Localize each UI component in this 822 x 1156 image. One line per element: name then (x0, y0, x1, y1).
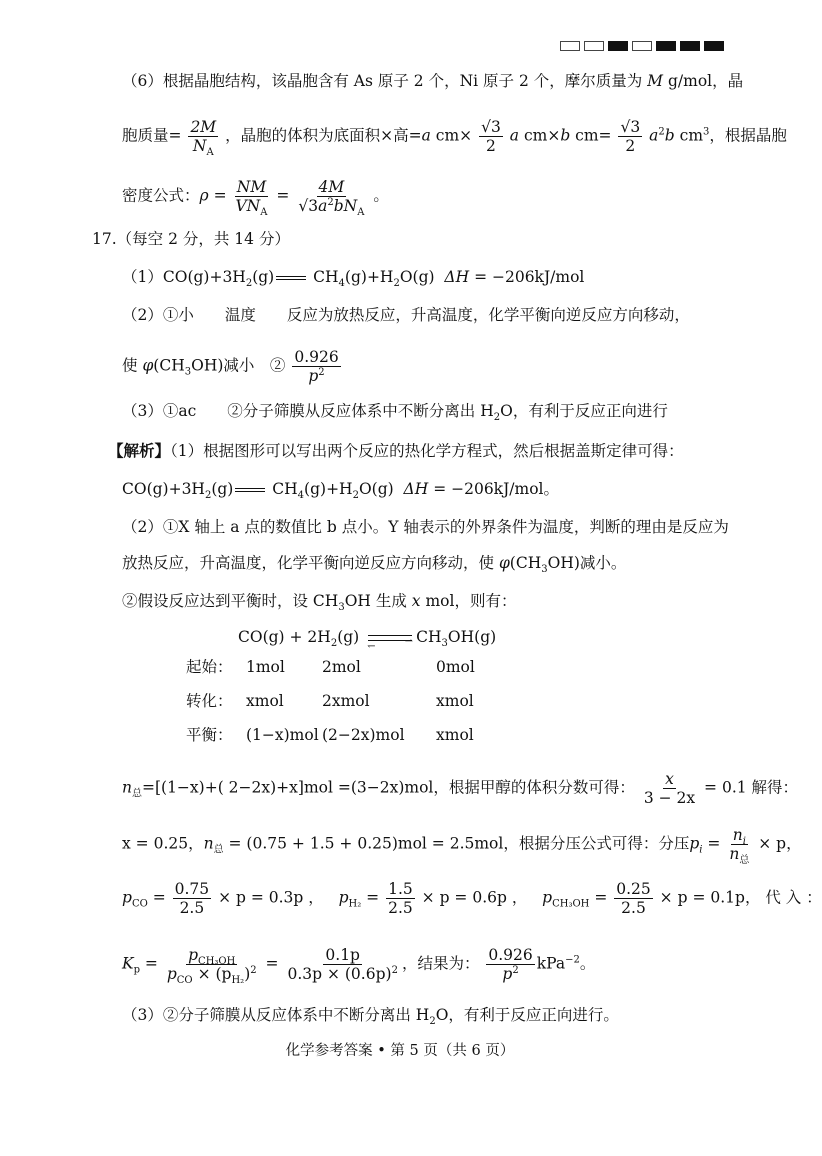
text: （1） (122, 268, 163, 286)
text: O(g) (399, 268, 435, 286)
var-n: n (122, 778, 132, 797)
marker-square (680, 41, 700, 51)
fraction-pco (173, 880, 212, 917)
text: (g)+H (344, 268, 394, 286)
sub: 总 (739, 855, 750, 866)
text: （3）②分子筛膜从反应体系中不断分离出 H (122, 1006, 430, 1024)
text: (CH (153, 356, 185, 375)
unit: kPa (536, 954, 566, 973)
text: CO(g)+3H (162, 268, 246, 286)
den: N (192, 137, 207, 155)
ice-cell: xmol (246, 692, 284, 710)
q17-answer-1: $(1)CO(g)+3H_2(g)$ $CH_4(g)+H_2O(g) \Delta H = -206kJ/mol$ (122, 268, 585, 289)
ice-cell: 2xmol (322, 692, 370, 710)
q17-answer-2-line2: 使 $\varphi(CH_3OH)$减小 ② $\frac{0.926}{p^2}$ (122, 348, 339, 385)
text: CH (308, 268, 339, 286)
text: ，结果为： (401, 954, 480, 973)
analysis-label: 【解析】 (108, 441, 171, 460)
text: O，有利于反应正向进行 (500, 402, 668, 420)
num: 4M (318, 178, 345, 196)
den: p (502, 965, 513, 983)
p6-line-3: 密度公式：ρ = $\frac{NM}{VN_A}$ = $\frac{4M}{√3a^2bN_A}$ 。 (122, 178, 389, 218)
var-K: K (122, 954, 134, 973)
header-marker-squares (556, 34, 724, 56)
var-x: x (411, 592, 421, 610)
text: ，根据晶胞 (709, 126, 787, 145)
marker-square (608, 41, 628, 51)
text: ②假设反应达到平衡时，设 CH (122, 592, 339, 610)
text: 放热反应，升高温度，化学平衡向逆反应方向移动，使 (122, 554, 499, 572)
marker-square (656, 41, 676, 51)
p6-line-2: 胞质量= $\frac{2M}{N_A}$ ，晶胞的体积为底面积×高=a cm× $\frac{√3}{2}$ a cm×b cm= $\frac{√3}{2}$ $a^2b$ $cm^3$，根据晶胞 (122, 118, 787, 158)
fraction-kp-result: $\frac{0.926}{p^2}$ (488, 946, 533, 983)
num: 0.926 (488, 946, 533, 964)
analysis-line-1 (108, 440, 684, 462)
fraction-x (642, 770, 697, 807)
q17-title: 17.（每空 2 分，共 14 分） (92, 230, 290, 248)
text: = −206kJ/mol (428, 480, 544, 498)
equals-sign (235, 488, 265, 492)
text: × p = 0.6p (416, 888, 507, 907)
text: (g)+H (304, 480, 353, 498)
ice-row-label: 转化： (186, 692, 233, 710)
delta-H: ΔH (403, 480, 429, 498)
text: = (0.75 + 1.5 + 0.25)mol = 2.5mol，根据分压公式可得：分压 (223, 834, 690, 853)
ice-row-label: 平衡： (186, 726, 233, 744)
delta-H: ΔH (444, 268, 470, 286)
fraction-answer-k: $\frac{0.926}{p^2}$ (294, 348, 339, 385)
analysis-kp-line: $K_p$ = $\frac{p_{CH_3OH}}{p_{CO} \times (p_{H_2})^2}$ = $\frac{0.1p}{0.3p \times (0.6p)^2}$ ，结果为： $\frac{0.926}{p^2}$ kPa$^{-2}$。 (122, 946, 596, 986)
analysis-line-2: $CO(g)+3H_2(g)$ $CH_4(g)+H_2O(g) \Delta H = -206kJ/mol$。 (122, 480, 560, 501)
text: ， 代 入 ： (744, 888, 822, 907)
text: 胞质量= (122, 126, 182, 145)
ice-cell: (2−2x)mol (322, 726, 405, 744)
den: p (308, 367, 319, 385)
text: 。 (373, 186, 389, 205)
text: x = 0.25， (122, 834, 204, 853)
phi: φ (498, 554, 510, 572)
fraction-sqrt3-2 (479, 118, 503, 155)
num: n (732, 826, 743, 844)
marker-square (584, 41, 604, 51)
text: (CH (509, 554, 542, 572)
den: 2 (486, 137, 496, 155)
marker-square (632, 41, 652, 51)
num: 0.25 (616, 880, 651, 898)
den: 2.5 (388, 899, 413, 917)
sub: 总 (213, 844, 224, 856)
text: CH (267, 480, 298, 498)
den: 2.5 (621, 899, 646, 917)
q17-answer-3: （3）①ac ②分子筛膜从反应体系中不断分离出 $H_2O$，有利于反应正向进行 (122, 402, 668, 423)
den: 3 − 2x (643, 789, 696, 807)
text: × p， (753, 834, 802, 853)
equals-sign (276, 276, 306, 280)
den: 0.3p × (0.6p) (287, 965, 392, 983)
text: CO(g)+3H (122, 480, 205, 498)
num: 0.1p (325, 946, 360, 964)
analysis-partial-pressures: $p_{CO}$ = $\frac{0.75}{2.5}$ × p = 0.3p ， $p_{H_2}$ = $\frac{1.5}{2.5}$ × p = 0.6p ， $p_{CH_3OH}$ = $\frac{0.25}{2.5}$ × p = 0.1p， 代 入 ： (122, 880, 822, 917)
var-p: p (689, 834, 700, 853)
sup: −2 (565, 954, 580, 966)
den: p (166, 965, 177, 983)
var-M: M (647, 72, 664, 90)
phi: φ (142, 356, 154, 375)
num: √3 (481, 118, 501, 136)
fraction-mass (188, 118, 218, 158)
p6-line-1 (122, 70, 743, 92)
ice-row-label: 起始： (186, 658, 233, 676)
fraction-ni-ntot: $\frac{n_i}{n_总}$ (729, 826, 750, 866)
text: cm× (519, 126, 561, 145)
text: × p = 0.1p (654, 888, 745, 907)
sub: p (133, 964, 140, 976)
equilibrium-equation: $CO(g) + 2H_2(g)$ ⇀ ↽ $CH_3OH(g)$ (238, 628, 497, 652)
num: 1.5 (388, 880, 413, 898)
text: OH)减小 ② (191, 356, 286, 375)
text: 使 (122, 356, 143, 375)
den-sqrt: √3 (298, 197, 319, 215)
fraction-sqrt3-2b (618, 118, 642, 155)
text: × (p (192, 965, 232, 983)
sub: i (699, 844, 703, 856)
analysis-line-5: ②假设反应达到平衡时，设 $CH_3OH$ 生成 x mol，则有： (122, 592, 517, 613)
text: 。 (543, 480, 560, 498)
text: OH)减小。 (547, 554, 627, 572)
text: OH(g) (447, 628, 497, 646)
den: VN (235, 197, 261, 215)
text: CO(g) + 2H (238, 628, 331, 646)
den: 2 (625, 137, 636, 155)
num: 2M (190, 118, 217, 136)
text: cm× (430, 126, 473, 145)
text: =[(1−x)+( 2−2x)+x]mol =(3−2x)mol，根据甲醇的体积分数可得： (141, 778, 635, 797)
text: g/mol，晶 (663, 72, 744, 90)
ice-cell: 1mol (246, 658, 285, 676)
text: CH (416, 628, 442, 646)
text: × p = 0.3p (213, 888, 304, 907)
text: mol，则有： (420, 592, 517, 610)
num: √3 (620, 118, 641, 136)
reversible-arrow: ⇀ ↽ (368, 633, 412, 643)
analysis-line-3: （2）①X 轴上 a 点的数值比 b 点小。Y 轴表示的外界条件为温度，判断的理由是反应为 (122, 518, 729, 536)
text: (g) (337, 628, 360, 646)
den: 2.5 (179, 899, 205, 917)
fraction-NM-VNA: $\frac{NM}{VN_A}$ (235, 178, 268, 218)
ice-cell: xmol (436, 692, 474, 710)
text: cm= (570, 126, 612, 145)
text: （3）①ac ②分子筛膜从反应体系中不断分离出 H (122, 402, 494, 420)
fraction-ph2 (386, 880, 415, 917)
text: = −206kJ/mol (469, 268, 585, 286)
text: cm (674, 126, 704, 145)
text: = 0.1 解得： (699, 778, 799, 797)
fraction-kp-1: $\frac{p_{CH_3OH}}{p_{CO} \times (p_{H_2})^2}$ (166, 946, 257, 986)
ice-cell: (1−x)mol (246, 726, 319, 744)
analysis-line-4: 放热反应，升高温度，化学平衡向逆反应方向移动，使 $\varphi(CH_3OH)$减小。 (122, 554, 627, 575)
rho: ρ (199, 186, 209, 205)
marker-square (704, 41, 724, 51)
fraction-kp-2: $\frac{0.1p}{0.3p \times (0.6p)^2}$ (287, 946, 398, 983)
text: OH 生成 (344, 592, 412, 610)
analysis-n-line (122, 770, 798, 807)
text: 。 (579, 954, 596, 973)
q17-answer-2-line1: （2）①小 温度 反应为放热反应，升高温度，化学平衡向逆反应方向移动， (122, 306, 690, 324)
fraction-pme (614, 880, 653, 917)
text: O(g) (358, 480, 394, 498)
ice-cell: 2mol (322, 658, 361, 676)
sub: 总 (131, 788, 142, 800)
text: （1）根据图形可以写出两个反应的热化学方程式，然后根据盖斯定律可得： (170, 442, 684, 460)
ice-cell: xmol (436, 726, 474, 744)
num: p (188, 946, 199, 964)
num: 0.926 (294, 348, 339, 366)
text: 密度公式： (122, 186, 200, 205)
text: ，晶胞的体积为底面积×高= (225, 126, 422, 145)
num: 0.75 (174, 880, 210, 898)
analysis-last-line: （3）②分子筛膜从反应体系中不断分离出 $H_2O$，有利于反应正向进行。 (122, 1006, 619, 1027)
sub: A (206, 147, 214, 158)
text: O，有利于反应正向进行。 (435, 1006, 619, 1024)
analysis-x-line: x = 0.25，$n_总 = (0.75 + 1.5 + 0.25)mol = 2.5mol$，根据分压公式可得：分压$p_i$ = $\frac{n_i}{n_总}$ × p， (122, 826, 802, 866)
text: （6）根据晶胞结构，该晶胞含有 As 原子 2 个，Ni 原子 2 个，摩尔质量为 (122, 72, 648, 90)
num: NM (236, 178, 267, 196)
page-footer: 化学参考答案 • 第 5 页（共 6 页） (285, 1043, 515, 1059)
num: x (665, 770, 674, 788)
fraction-4M: $\frac{4M}{√3a^2bN_A}$ (298, 178, 365, 218)
den: n (729, 845, 740, 863)
ice-cell: 0mol (436, 658, 475, 676)
marker-square (560, 41, 580, 51)
